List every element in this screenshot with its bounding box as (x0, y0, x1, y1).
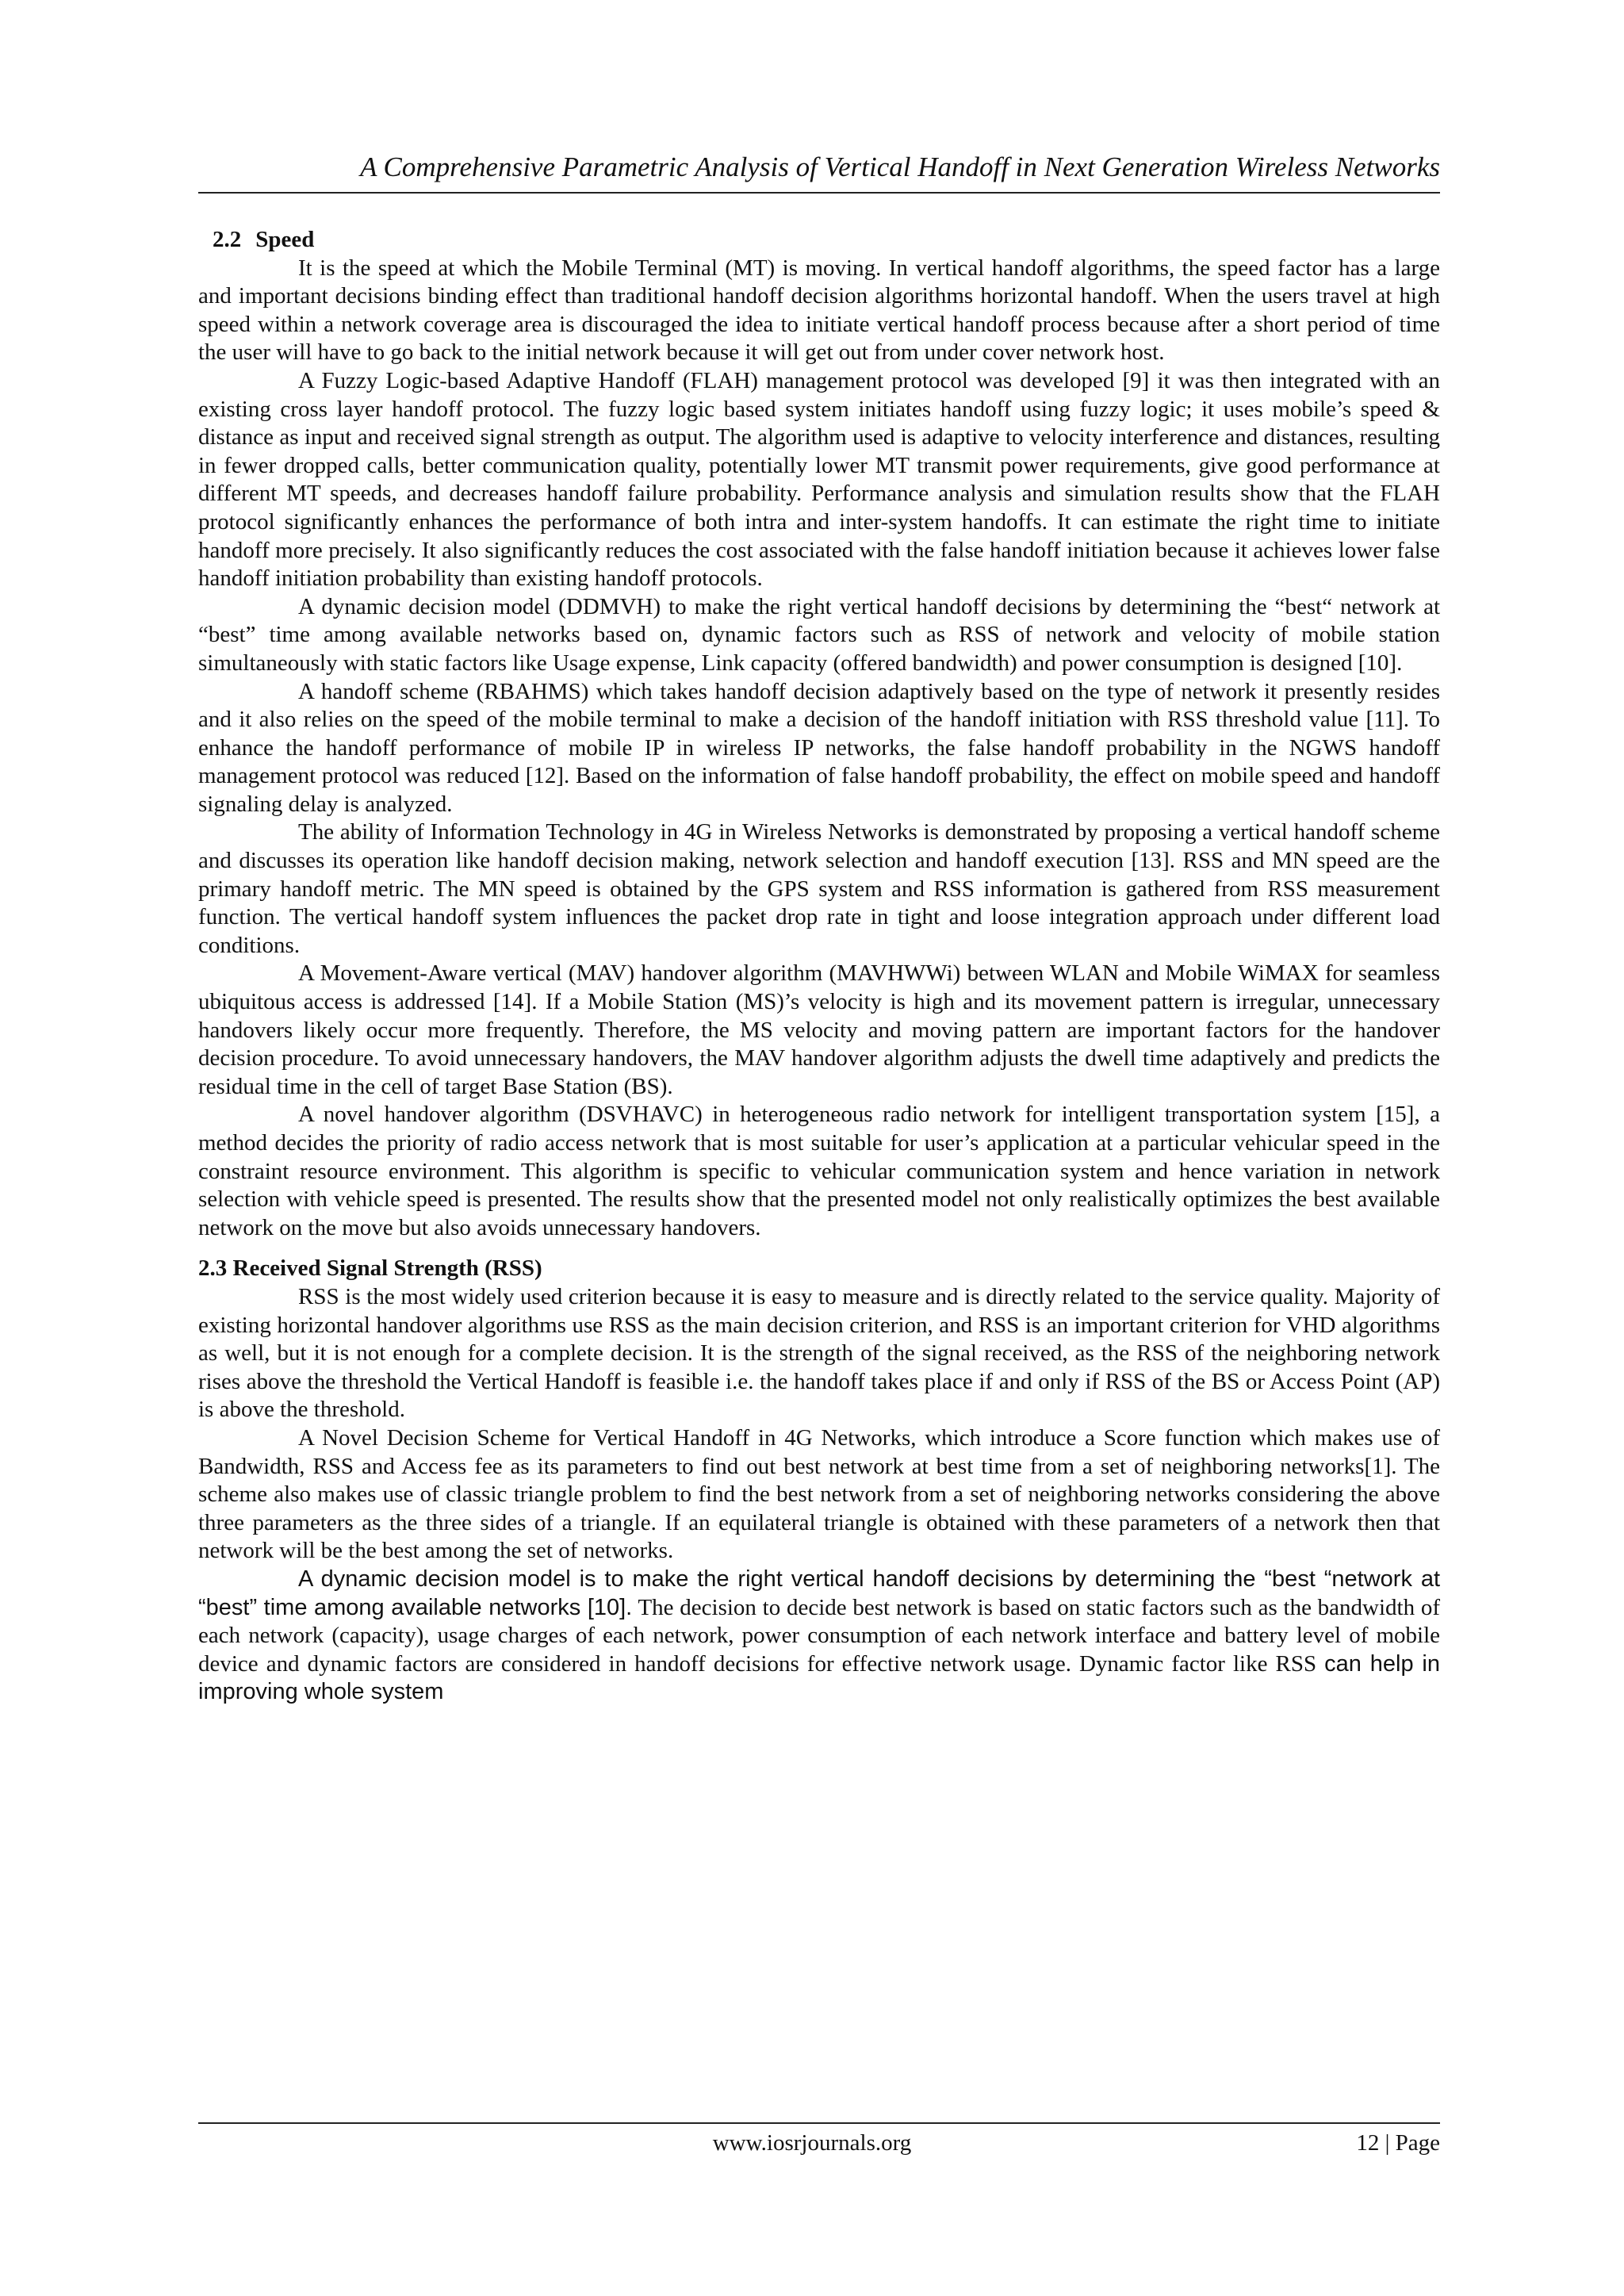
section-number: 2.2 (213, 227, 242, 252)
sans-text-run: A dynamic decision model is to make the right vertical handoff decisions by determining the “best “network at “best” time among available networks [10]. (198, 1566, 1440, 1620)
paragraph: A dynamic decision model (DDMVH) to make the right vertical handoff decisions by determining the “best“ network at “best” time among available networks based on, dynamic factors such as RSS of network and velocity of mobile station simultaneously with static factors like Usage expense, Link capacity (offered bandwidth) and power consumption is designed [10]. (198, 593, 1440, 676)
paragraph: It is the speed at which the Mobile Terminal (MT) is moving. In vertical handoff algorithms, the speed factor has a large and important decisions binding effect than traditional handoff decision algorithms horizontal handoff. When the users travel at high speed within a network coverage area is discouraged the idea to initiate vertical handoff process because after a short period of time the user will have to go back to the initial network because it will get out from under cover network host. (198, 255, 1440, 366)
serif-text-run: The decision to decide best network is based on static factors such as the bandwidth of each network (capacity), usage charges of each network, power consumption of each network interface and battery level of mobile device and dynamic factors are considered in handoff decisions for effective network usage. Dynamic factor like RSS (198, 1594, 1441, 1677)
section-heading-speed (198, 226, 1440, 255)
running-header: A Comprehensive Parametric Analysis of Vertical Handoff in Next Generation Wireless Networks (360, 151, 1440, 182)
footer-rule (198, 2122, 1440, 2124)
paragraph: A Movement-Aware vertical (MAV) handover algorithm (MAVHWWi) between WLAN and Mobile WiMAX for seamless ubiquitous access is addressed [14]. If a Mobile Station (MS)’s velocity is high and its movement pattern is irregular, unnecessary handovers likely occur more frequently. Therefore, the MS velocity and moving pattern are important factors for the handover decision procedure. To avoid unnecessary handovers, the MAV handover algorithm adjusts the dwell time adaptively and predicts the residual time in the cell of target Base Station (BS). (198, 960, 1440, 1099)
section-number: 2.3 (198, 1255, 228, 1282)
paragraph: A novel handover algorithm (DSVHAVC) in heterogeneous radio network for intelligent transportation system [15], a method decides the priority of radio access network that is most suitable for user’s application at a particular vehicular speed in the constraint resource environment. This algorithm is specific to vehicular communication system and hence variation in network selection with vehicle speed is presented. The results show that the presented model not only realistically optimizes the best available network on the move but also avoids unnecessary handovers. (198, 1102, 1440, 1240)
section-heading-rss (198, 1255, 1440, 1283)
paragraph: RSS is the most widely used criterion because it is easy to measure and is directly related to the service quality. Majority of existing horizontal handover algorithms use RSS as the main decision criterion, and RSS is an important criterion for VHD algorithms as well, but it is not enough for a complete decision. It is the strength of the signal received, as the RSS of the neighboring network rises above the threshold the Vertical Handoff is feasible i.e. the handoff takes place if and only if RSS of the BS or Access Point (AP) is above the threshold. (198, 1283, 1440, 1423)
header-rule (198, 192, 1440, 194)
paragraph: A Novel Decision Scheme for Vertical Handoff in 4G Networks, which introduce a Score function which makes use of Bandwidth, RSS and Access fee as its parameters to find out best network at best time from a set of neighboring networks[1]. The scheme also makes use of classic triangle problem to find the best network from a set of neighboring networks considering the above three parameters as the three sides of a triangle. If an equilateral triangle is obtained with these parameters of a network then that network will be the best among the set of networks. (198, 1424, 1440, 1564)
paragraph-mixed-font (198, 1566, 1440, 1707)
paragraph: A Fuzzy Logic-based Adaptive Handoff (FLAH) management protocol was developed [9] it was then integrated with an existing cross layer handoff protocol. The fuzzy logic based system initiates handoff using fuzzy logic; it uses mobile’s speed & distance as input and received signal strength as output. The algorithm used is adaptive to velocity interference and distances, resulting in fewer dropped calls, better communication quality, potentially lower MT transmit power requirements, give good performance at different MT speeds, and decreases handoff failure probability. Performance analysis and simulation results show that the FLAH protocol significantly enhances the performance of both intra and inter-system handoffs. It can estimate the right time to initiate handoff more precisely. It also significantly reduces the cost associated with the false handoff initiation because it achieves lower false handoff initiation probability than existing handoff protocols. (198, 367, 1440, 592)
footer-page-number: 12 | Page (1356, 2130, 1440, 2156)
paragraph: A handoff scheme (RBAHMS) which takes handoff decision adaptively based on the type of network it presently resides and it also relies on the speed of the mobile terminal to make a decision of the handoff initiation with RSS threshold value [11]. To enhance the handoff performance of mobile IP in wireless IP networks, the false handoff probability in the NGWS handoff management protocol was reduced [12]. Based on the information of false handoff probability, the effect on mobile speed and handoff signaling delay is analyzed. (198, 678, 1440, 817)
section-title: Received Signal Strength (RSS) (232, 1255, 542, 1282)
page-body (198, 226, 1440, 1707)
sans-text-run: can help in improving whole system (198, 1650, 1440, 1705)
footer-url: www.iosrjournals.org (712, 2130, 912, 2156)
paragraph: The ability of Information Technology in 4G in Wireless Networks is demonstrated by proposing a vertical handoff scheme and discusses its operation like handoff decision making, network selection and handoff execution [13]. RSS and MN speed are the primary handoff metric. The MN speed is obtained by the GPS system and RSS information is gathered from RSS measurement function. The vertical handoff system influences the packet drop rate in tight and loose integration approach under different load conditions. (198, 819, 1440, 958)
section-title: Speed (255, 227, 315, 252)
